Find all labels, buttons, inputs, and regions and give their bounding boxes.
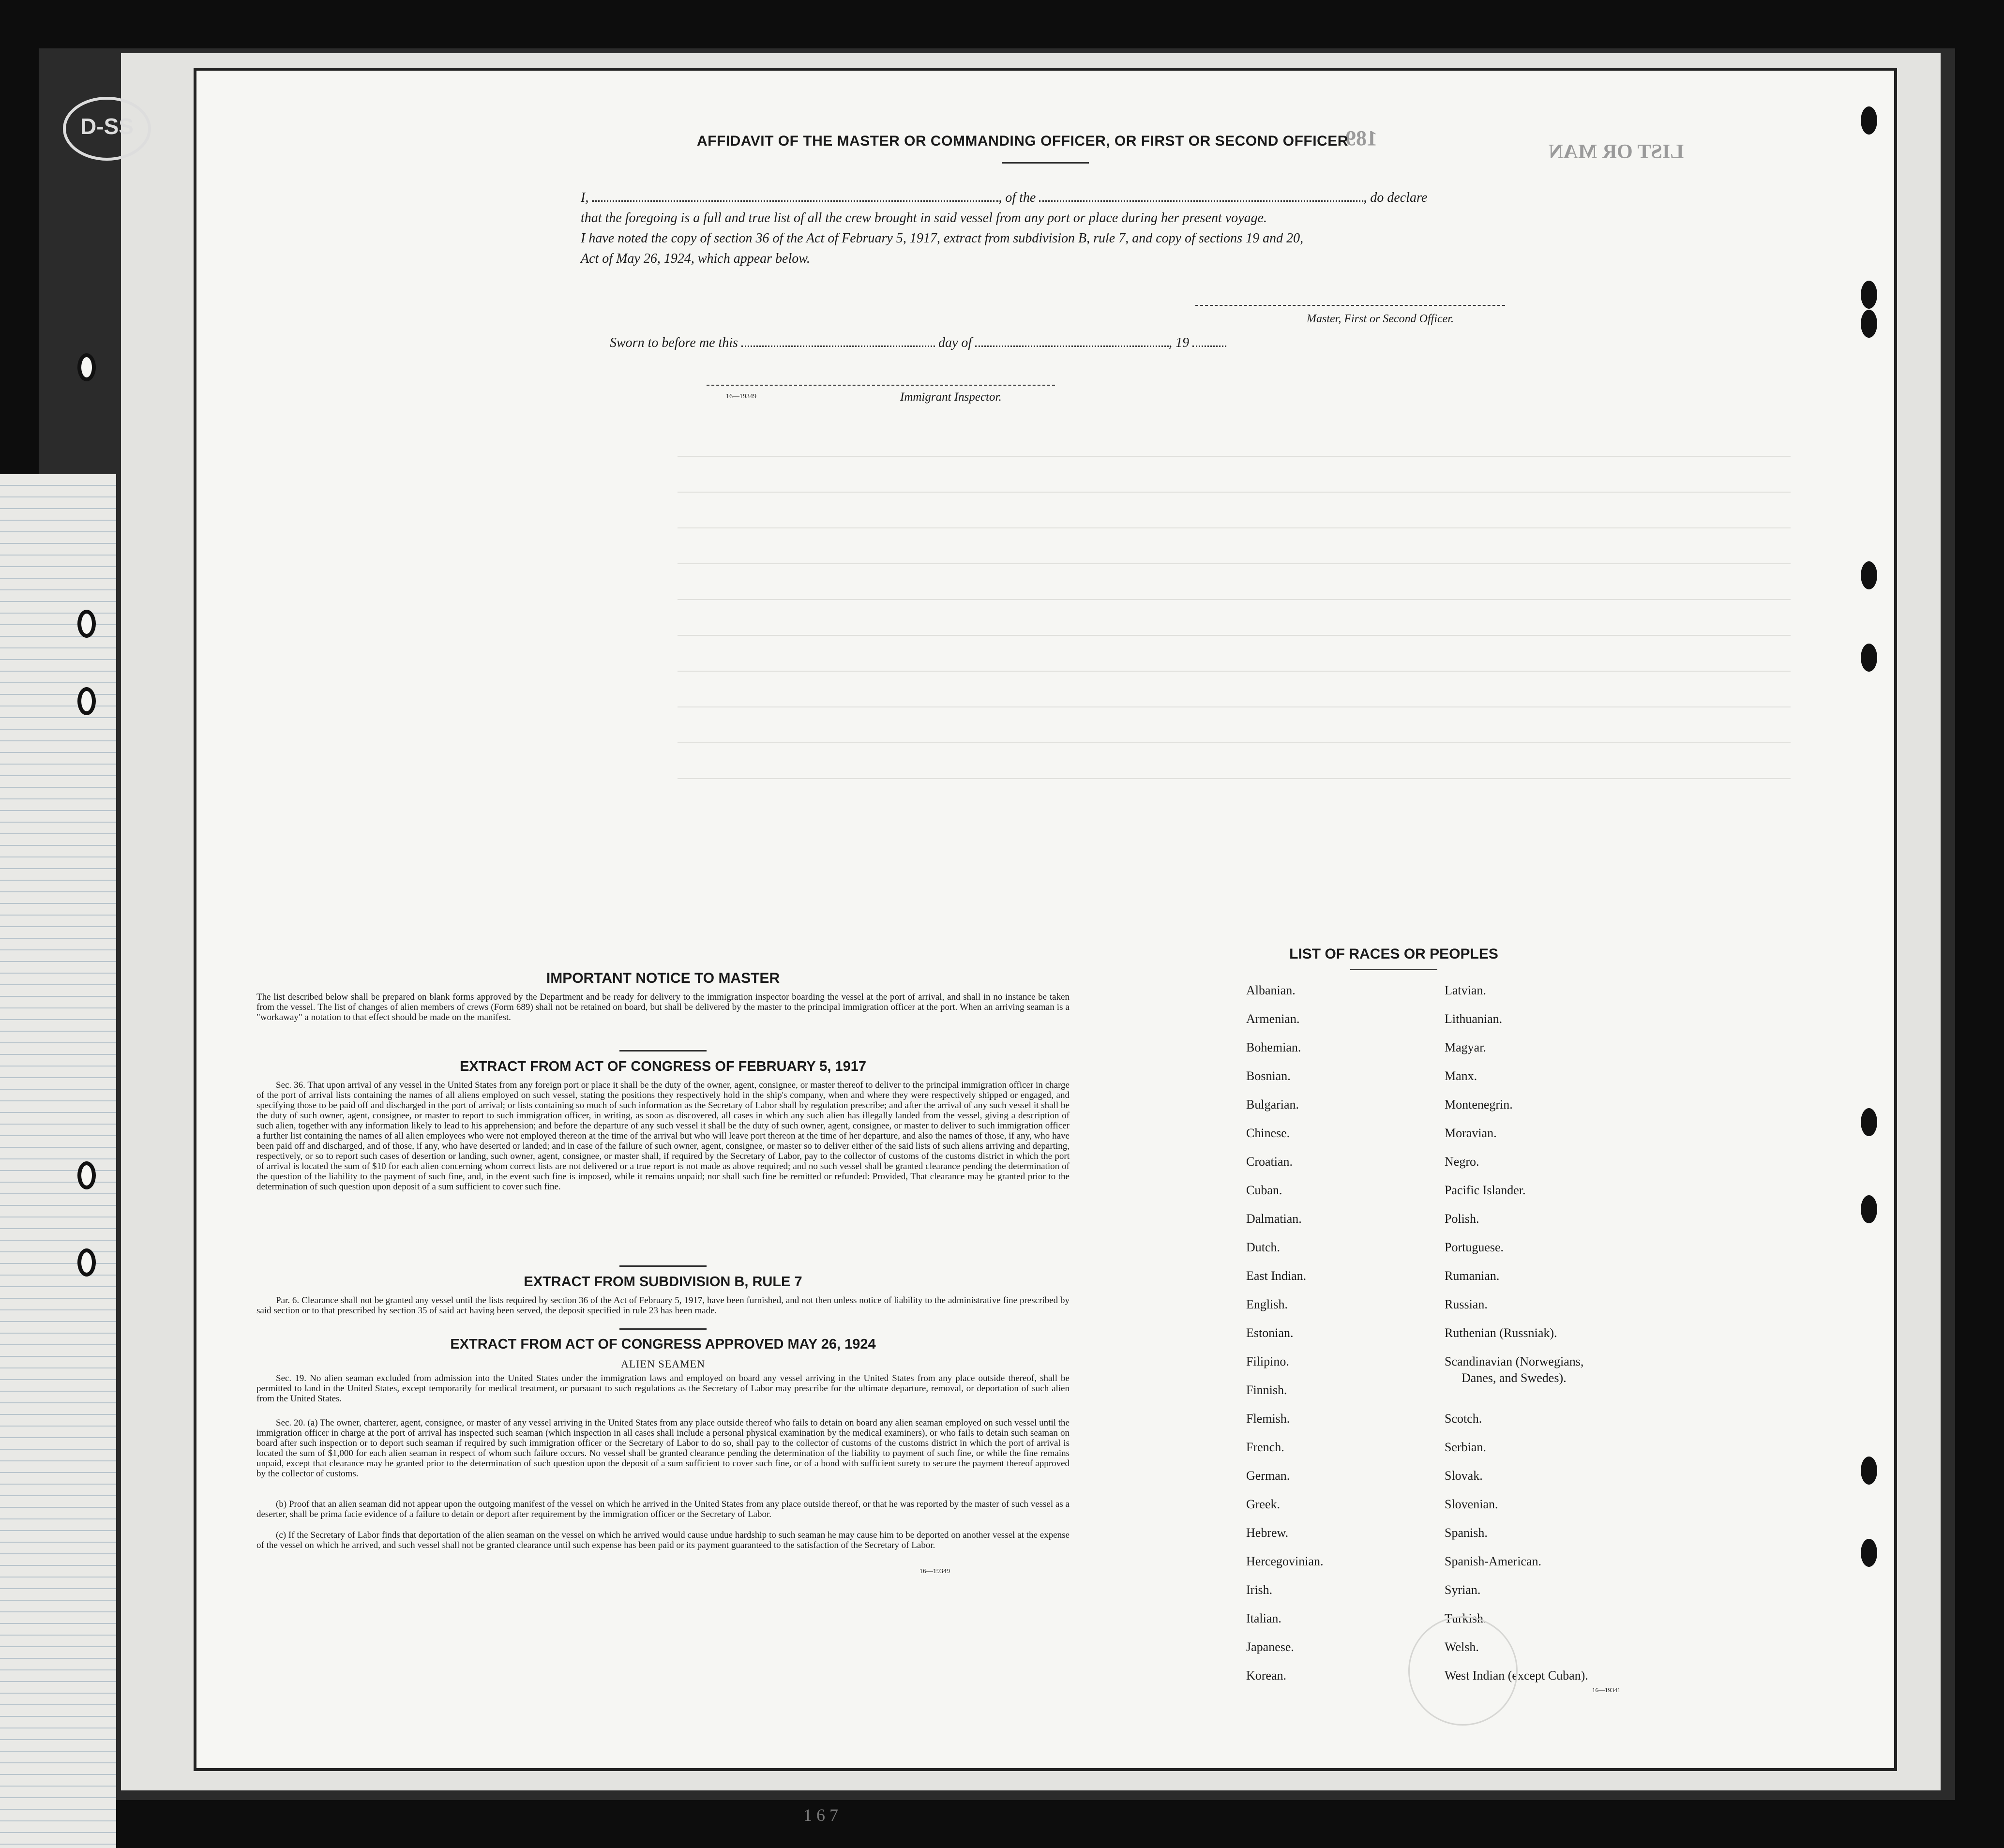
race-left-item: Japanese.	[1246, 1640, 1294, 1654]
race-right-item: Magyar.	[1445, 1040, 1486, 1054]
ghost-table-rows	[678, 421, 1791, 789]
race-right-item: Montenegrin.	[1445, 1097, 1513, 1112]
affidavit-title-rule	[1002, 162, 1089, 164]
affidavit-title: AFFIDAVIT OF THE MASTER OR COMMANDING OFFICER, OR FIRST OR SECOND OFFICER	[697, 133, 1348, 149]
race-right-item: Scotch.	[1445, 1412, 1482, 1426]
extract-1924-sec20c: (c) If the Secretary of Labor finds that deportation of the alien seaman on the vessel on which he arrived would cause undue hardship to such seaman he may cause him to be deported on another vessel at the expense of the vessel on which he arrived, and such vessel shall not be granted clearance until such expense has been paid or its payment guaranteed to the satisfaction of the Secretary of Labor.	[256, 1530, 1070, 1550]
inspector-label: Immigrant Inspector.	[900, 391, 1002, 404]
race-left-item: Italian.	[1246, 1611, 1281, 1625]
inspector-signature-line	[707, 385, 1055, 387]
bottom-margin-mark: 1 6 7	[803, 1805, 838, 1825]
race-right-item: Danes, and Swedes).	[1462, 1371, 1567, 1385]
race-right-item: Syrian.	[1445, 1583, 1481, 1597]
race-left-item: Estonian.	[1246, 1326, 1294, 1340]
extract-1924-sec19: Sec. 19. No alien seaman excluded from admission into the United States under the immigration laws and employed on board any vessel arriving in the United States from any place outside thereof, shall be permitted to land in the United States, except temporarily for medical treatment, or pursuant to such regulations as the Secretary of Labor may prescribe for the ultimate departure, removal, or deportation of such alien from the United States.	[256, 1373, 1070, 1404]
extract-1924-subheading: ALIEN SEAMEN	[621, 1358, 705, 1370]
race-left-item: Irish.	[1246, 1583, 1273, 1597]
faint-title-left: LIST OR MAN	[1549, 141, 1684, 163]
extract-1924-sec20b: (b) Proof that an alien seaman did not appear upon the outgoing manifest of the vessel on which he arrived in the United States from any place outside thereof, or that he was reported by the master of such vessel as a deserter, shall be prima facie evidence of a failure to detain or deport after requirement by the immigration officer or the Secretary of Labor.	[256, 1499, 1070, 1519]
race-right-item: Moravian.	[1445, 1126, 1497, 1140]
punch-hole	[1861, 281, 1877, 309]
affidavit-line4: Act of May 26, 1924, which appear below.	[581, 251, 810, 266]
race-left-item: Albanian.	[1246, 983, 1296, 997]
race-left-item: Hebrew.	[1246, 1526, 1289, 1540]
race-right-item: Turkish.	[1445, 1611, 1487, 1625]
extract-1924-heading: EXTRACT FROM ACT OF CONGRESS APPROVED MAY 26, 1924	[450, 1337, 876, 1352]
sworn-year-blank	[1192, 335, 1226, 347]
race-right-item: Lithuanian.	[1445, 1012, 1503, 1026]
punch-hole	[77, 610, 96, 638]
punch-hole	[1861, 1539, 1877, 1567]
faint-page-number: 189	[1345, 126, 1377, 150]
punch-hole	[1861, 310, 1877, 338]
races-heading: LIST OF RACES OR PEOPLES	[1289, 946, 1498, 962]
race-right-item: Manx.	[1445, 1069, 1477, 1083]
race-left-item: Croatian.	[1246, 1155, 1293, 1169]
manifest-page	[194, 68, 1897, 1771]
faint-stamp	[1408, 1616, 1518, 1726]
race-left-item: Bulgarian.	[1246, 1097, 1299, 1112]
extract-1917-rule	[619, 1265, 707, 1267]
sworn-month-blank	[975, 335, 1169, 347]
extract-rule7-text: Par. 6. Clearance shall not be granted any vessel until the lists required by section 36 of the Act of February 5, 1917, have been furnished, and not then unless notice of liability to the administrative fine prescribed by said section or to that prescribed by section 35 of said act having been served, the deposit specified in rule 23 has been made.	[256, 1295, 1070, 1316]
race-left-item: East Indian.	[1246, 1269, 1307, 1283]
punch-hole	[1861, 1457, 1877, 1485]
race-left-item: Hercegovinian.	[1246, 1554, 1324, 1568]
notice-heading: IMPORTANT NOTICE TO MASTER	[546, 970, 780, 986]
vessel-blank	[1039, 190, 1363, 202]
race-right-item: Scandinavian (Norwegians,	[1445, 1354, 1584, 1368]
race-left-item: Cuban.	[1246, 1183, 1282, 1197]
extract-1917-text: Sec. 36. That upon arrival of any vessel in the United States from any foreign port or place it shall be the duty of the owner, agent, consignee, or master thereof to deliver to the principal immigration officer in charge of the port of arrival lists containing the names of all aliens employed on such vessel, stating the positions they respectively hold in the ship's company, when and where they were respectively shipped or engaged, and specifying those to be paid off and discharged in the port of arrival; or lists containing so much of such information as the Secretary of Labor shall by regulation prescribe; and after the arrival of any such vessel it shall be the duty of such owner, agent, consignee, or master to report to such immigration officer, in writing, as soon as discovered, all cases in which any such alien has illegally landed from the vessel, giving a description of such alien, together with any information likely to lead to his apprehension; and before the departure of any such vessel it shall be the duty of such owner, agent, consignee, or master to deliver to such immigration officer a further list containing the names of all alien employees who were not employed thereon at the time of the arrival but who will leave port thereon at the time of her departure, and also the names of those, if any, who have been paid off and discharged, and of those, if any, who have deserted or landed; and in case of the failure of such owner, agent, consignee, or master so to deliver either of the said lists of such aliens arriving and departing, respectively, or so to report such cases of desertion or landing, such owner, agent, consignee, or master shall, if required by the Secretary of Labor, pay to the collector of customs of the customs district in which the port of arrival is located the sum of $10 for each alien concerning whom correct lists are not delivered or a true report is not made as above required; and no such vessel shall be granted clearance pending the determination of the question of the liability to the payment of such fine, and, in the event such fine is imposed, while it remains unpaid; nor shall such fine be remitted or refunded: Provided, That clearance may be granted prior to the determination of such question upon deposit of a sum sufficient to cover such fine.	[256, 1080, 1070, 1192]
master-signature-line	[1195, 305, 1505, 307]
race-left-item: Dutch.	[1246, 1240, 1281, 1254]
punch-hole	[1861, 561, 1877, 589]
corner-tag: D-SS	[63, 97, 151, 161]
race-left-item: French.	[1246, 1440, 1284, 1454]
race-right-item: Negro.	[1445, 1155, 1479, 1169]
sworn-year-label: , 19	[1169, 335, 1190, 350]
race-left-item: Filipino.	[1246, 1354, 1289, 1368]
race-left-item: Finnish.	[1246, 1383, 1287, 1397]
affidavit-i-label: I,	[581, 190, 589, 205]
extract-1917-heading: EXTRACT FROM ACT OF CONGRESS OF FEBRUARY 5, 1917	[459, 1059, 867, 1074]
affidavit-line1	[581, 189, 1427, 207]
punch-hole	[77, 1248, 96, 1277]
affidavit-line2: that the foregoing is a full and true list of all the crew brought in said vessel from any port or place during her present voyage.	[581, 210, 1267, 225]
punch-hole	[77, 687, 96, 715]
sworn-label: Sworn to before me this	[610, 335, 738, 350]
race-right-item: Latvian.	[1445, 983, 1486, 997]
race-right-item: West Indian (except Cuban).	[1445, 1668, 1588, 1683]
notice-text: The list described below shall be prepared on blank forms approved by the Department and be ready for delivery to the immigration inspector boarding the vessel at the port of arrival, and shall in no instance be taken from the vessel. The list of changes of alien members of crews (Form 689) shall not be retained on board, but shall be delivered by the master to the principal immigration officer at the port. When an arriving seaman is a "workaway" a notation to that effect should be made on the manifest.	[256, 992, 1070, 1022]
race-left-item: Bosnian.	[1246, 1069, 1291, 1083]
race-left-item: Greek.	[1246, 1497, 1281, 1511]
race-right-item: Pacific Islander.	[1445, 1183, 1526, 1197]
punch-hole	[1861, 106, 1877, 135]
affidavit-form-number: 16—19349	[726, 393, 756, 400]
master-signature-label: Master, First or Second Officer.	[1307, 313, 1454, 325]
punch-hole	[77, 353, 96, 381]
race-left-item: Armenian.	[1246, 1012, 1300, 1026]
sworn-line	[610, 334, 1226, 352]
punch-hole	[77, 1161, 96, 1189]
punch-hole	[1861, 1195, 1877, 1223]
race-right-item: Slovenian.	[1445, 1497, 1498, 1511]
punch-hole	[1861, 644, 1877, 672]
sworn-day-blank	[741, 335, 935, 347]
race-left-item: Korean.	[1246, 1668, 1287, 1683]
race-right-item: Spanish-American.	[1445, 1554, 1542, 1568]
sworn-day-of-label: day of	[938, 335, 972, 350]
affidavit-declare-label: , do declare	[1363, 190, 1428, 205]
backing-sheet-lined	[0, 474, 116, 1848]
extract-rule7-rule	[619, 1328, 707, 1330]
race-right-item: Serbian.	[1445, 1440, 1486, 1454]
name-blank	[592, 190, 998, 202]
affidavit-of-the-label: , of the	[998, 190, 1036, 205]
race-right-item: Slovak.	[1445, 1469, 1483, 1483]
races-form-number: 16—19341	[1592, 1686, 1621, 1694]
race-right-item: Rumanian.	[1445, 1269, 1500, 1283]
extract-1924-form-number: 16—19349	[919, 1568, 950, 1575]
race-left-item: Chinese.	[1246, 1126, 1290, 1140]
race-left-item: Bohemian.	[1246, 1040, 1301, 1054]
extract-rule7-heading: EXTRACT FROM SUBDIVISION B, RULE 7	[524, 1274, 802, 1290]
notice-rule	[619, 1050, 707, 1052]
race-left-item: English.	[1246, 1297, 1288, 1311]
affidavit-line3: I have noted the copy of section 36 of the Act of February 5, 1917, extract from subdivision B, rule 7, and copy of sections 19 and 20,	[581, 231, 1304, 246]
race-left-item: German.	[1246, 1469, 1290, 1483]
race-right-item: Portuguese.	[1445, 1240, 1504, 1254]
punch-hole	[1861, 1108, 1877, 1136]
race-right-item: Polish.	[1445, 1212, 1479, 1226]
race-right-item: Ruthenian (Russniak).	[1445, 1326, 1557, 1340]
race-left-item: Dalmatian.	[1246, 1212, 1302, 1226]
races-heading-rule	[1350, 969, 1437, 970]
extract-1924-sec20a: Sec. 20. (a) The owner, charterer, agent, consignee, or master of any vessel arriving in the United States from any place outside thereof who fails to detain on board any alien seaman employed on such vessel until the immigration officer in charge at the port of arrival has inspected such seaman (which inspection in all cases shall include a personal physical examination by the medical examiners), or who fails to detain such seaman on board after such inspection or to deport such seaman if required by such immigration officer or the Secretary of Labor to do so, shall pay to the collector of customs of the customs district in which the port of arrival is located the sum of $1,000 for each alien seaman in respect of whom such failure occurs. No vessel shall be granted clearance pending the determination of the liability to payment of such fine, or while the fine remains unpaid, except that clearance may be granted prior to the determination of such question upon the deposit of a sum sufficient to cover such fine, or of a bond with sufficient surety to secure the payment thereof approved by the collector of customs.	[256, 1418, 1070, 1479]
race-right-item: Welsh.	[1445, 1640, 1479, 1654]
race-right-item: Spanish.	[1445, 1526, 1488, 1540]
race-left-item: Flemish.	[1246, 1412, 1290, 1426]
race-right-item: Russian.	[1445, 1297, 1488, 1311]
